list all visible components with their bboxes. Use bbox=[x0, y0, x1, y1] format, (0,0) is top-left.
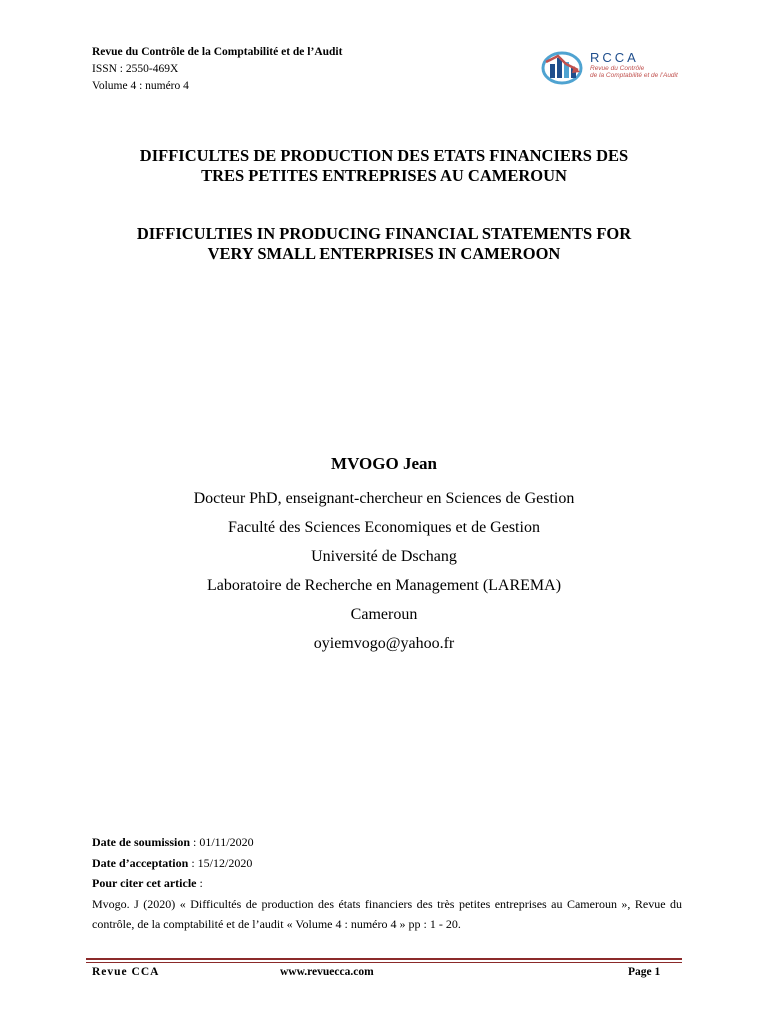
article-metadata bbox=[92, 832, 682, 935]
submission-date bbox=[92, 832, 682, 853]
acceptance-value: : 15/12/2020 bbox=[188, 855, 253, 870]
footer-divider-thin bbox=[86, 962, 682, 963]
title-french-line: DIFFICULTES DE PRODUCTION DES ETATS FINANCIERS DES bbox=[139, 146, 629, 165]
title-english bbox=[60, 224, 708, 264]
acceptance-date bbox=[92, 853, 682, 874]
submission-label: Date de soumission bbox=[92, 835, 191, 849]
author-country: Cameroun bbox=[350, 606, 418, 623]
logo-tagline-2: de la Comptabilité et de l’Audit bbox=[590, 72, 678, 79]
citation-text: Mvogo. J (2020) « Difficultés de production des états financiers des très petites entreprises au Cameroun », Revue du contrôle, de la comptabilité et de l’audit « Volume 4 : numéro 4 » pp : 1 - 20. bbox=[92, 896, 682, 931]
author-email[interactable]: oyiemvogo@yahoo.fr bbox=[313, 635, 455, 652]
page-number: Page 1 bbox=[628, 966, 661, 978]
author-faculty: Faculté des Sciences Economiques et de Gestion bbox=[228, 519, 540, 536]
volume-issue: Volume 4 : numéro 4 bbox=[92, 80, 189, 92]
author-name: MVOGO Jean bbox=[331, 454, 437, 473]
title-french-line: TRES PETITES ENTREPRISES AU CAMEROUN bbox=[201, 166, 567, 185]
journal-name: Revue du Contrôle de la Comptabilité et de l’Audit bbox=[92, 46, 343, 58]
acceptance-label: Date d’acceptation bbox=[92, 855, 189, 870]
title-english-line: VERY SMALL ENTERPRISES IN CAMEROON bbox=[207, 244, 561, 263]
author-block bbox=[60, 454, 708, 658]
footer-divider bbox=[86, 958, 682, 960]
title-french bbox=[60, 146, 708, 186]
journal-header bbox=[92, 44, 342, 95]
cite-heading bbox=[92, 873, 682, 894]
footer-journal: Revue CCA bbox=[92, 966, 160, 978]
author-title: Docteur PhD, enseignant-chercheur en Sciences de Gestion bbox=[193, 490, 575, 507]
logo-text bbox=[590, 50, 678, 79]
cite-label: Pour citer cet article bbox=[92, 876, 197, 890]
footer-website[interactable]: www.revuecca.com bbox=[280, 966, 374, 978]
author-university: Université de Dschang bbox=[311, 548, 457, 565]
author-lab: Laboratoire de Recherche en Management (LAREMA) bbox=[206, 577, 562, 594]
title-english-line: DIFFICULTIES IN PRODUCING FINANCIAL STATEMENTS FOR bbox=[136, 224, 632, 243]
submission-value: : 01/11/2020 bbox=[190, 835, 254, 849]
logo-name: RCCA bbox=[590, 50, 639, 65]
logo-tagline-1: Revue du Contrôle bbox=[590, 65, 645, 72]
issn: ISSN : 2550-469X bbox=[92, 63, 179, 75]
cite-suffix: : bbox=[196, 876, 203, 890]
